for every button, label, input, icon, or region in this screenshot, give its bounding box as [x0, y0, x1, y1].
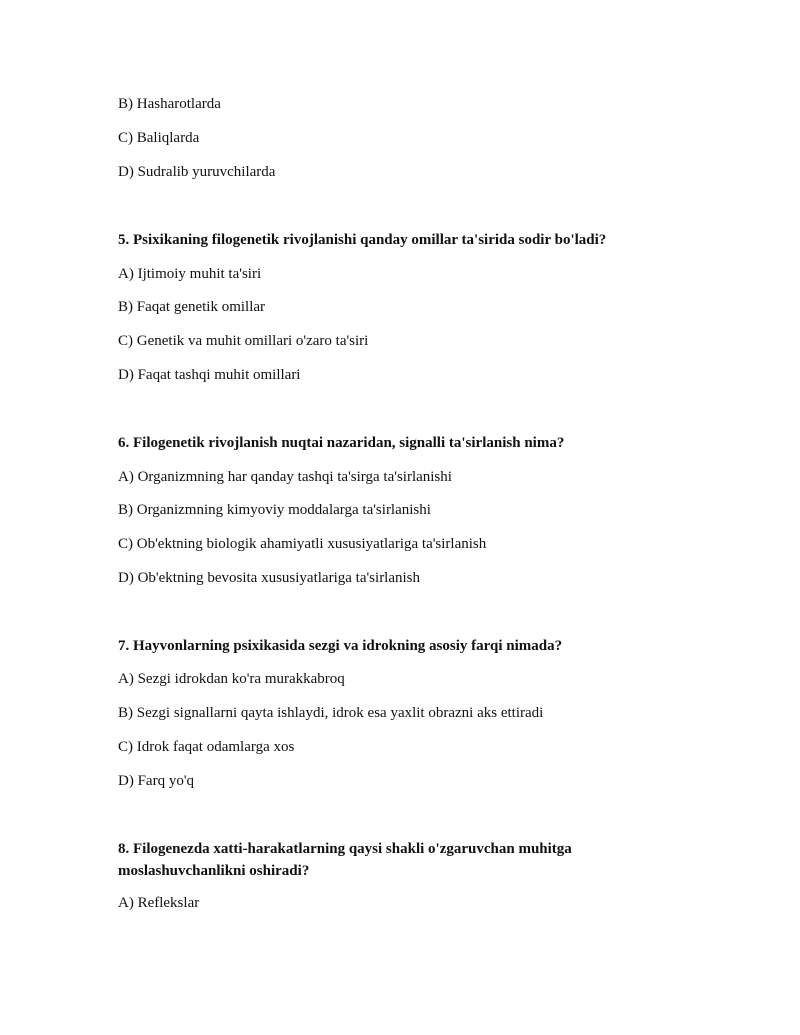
answer-option: D) Ob'ektning bevosita xususiyatlariga ta'sirlanish	[118, 570, 421, 586]
question-6-text: 6. Filogenetik rivojlanish nuqtai nazaridan, signalli ta'sirlanish nima?	[118, 435, 565, 451]
question-7-text: 7. Hayvonlarning psixikasida sezgi va idrokning asosiy farqi nimada?	[118, 638, 563, 654]
answer-option: C) Genetik va muhit omillari o'zaro ta'siri	[118, 333, 369, 349]
answer-option: B) Faqat genetik omillar	[118, 299, 266, 315]
answer-option: C) Ob'ektning biologik ahamiyatli xususiyatlariga ta'sirlanish	[118, 536, 487, 552]
answer-option: D) Farq yo'q	[118, 773, 195, 789]
answer-option: B) Hasharotlarda	[118, 96, 221, 112]
answer-option: A) Organizmning har qanday tashqi ta'sirga ta'sirlanishi	[118, 469, 452, 485]
answer-option: B) Sezgi signallarni qayta ishlaydi, idrok esa yaxlit obrazni aks ettiradi	[118, 705, 544, 721]
answer-option: B) Organizmning kimyoviy moddalarga ta'sirlanishi	[118, 502, 431, 518]
answer-option: C) Baliqlarda	[118, 130, 200, 146]
answer-option: D) Sudralib yuruvchilarda	[118, 164, 276, 180]
answer-option: C) Idrok faqat odamlarga xos	[118, 739, 295, 755]
answer-option: A) Reflekslar	[118, 895, 200, 911]
question-8-text: 8. Filogenezda xatti-harakatlarning qaysi shakli o'zgaruvchan muhitga moslashuvchanlikni oshiradi?	[118, 841, 572, 879]
answer-option: A) Ijtimoiy muhit ta'siri	[118, 266, 262, 282]
answer-option: A) Sezgi idrokdan ko'ra murakkabroq	[118, 671, 345, 687]
answer-option: D) Faqat tashqi muhit omillari	[118, 367, 301, 383]
question-5-text: 5. Psixikaning filogenetik rivojlanishi qanday omillar ta'sirida sodir bo'ladi?	[118, 232, 607, 248]
